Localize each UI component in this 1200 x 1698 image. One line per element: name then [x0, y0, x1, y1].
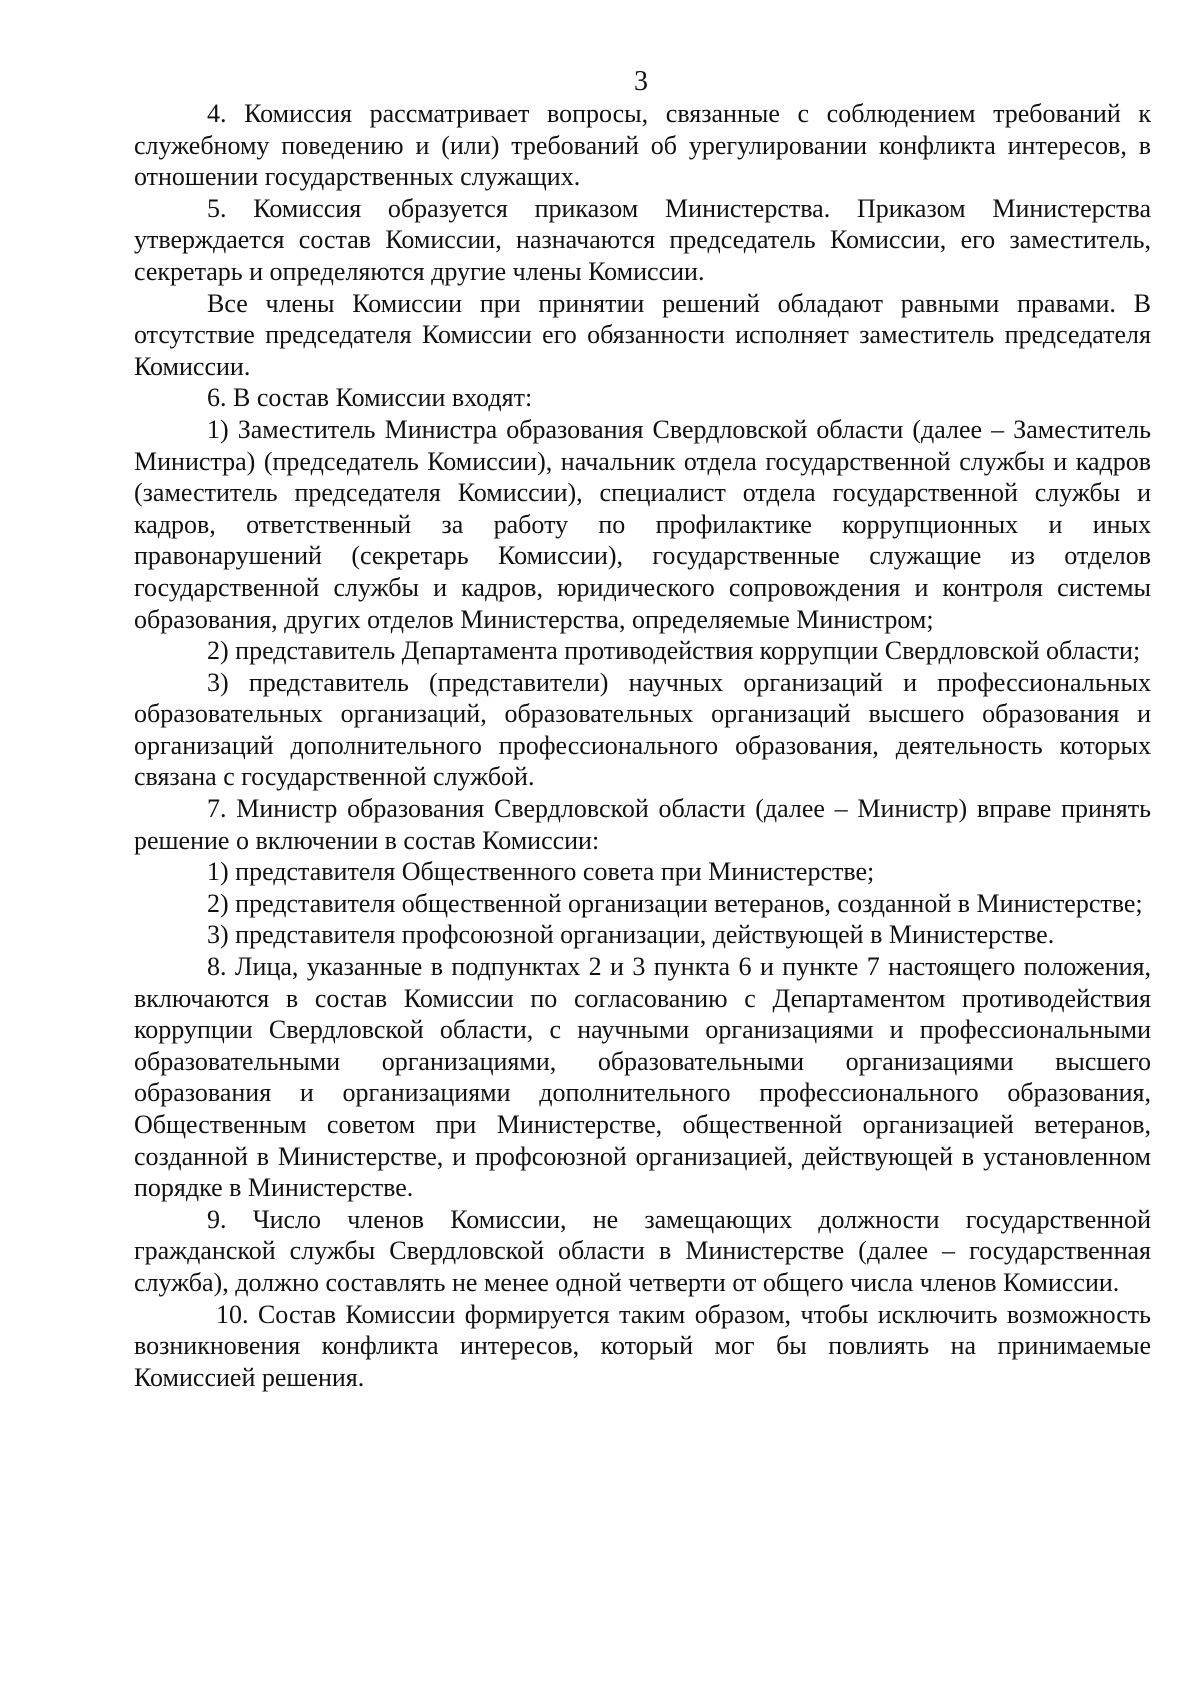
paragraph-5-continued: Все члены Комиссии при принятии решений обладают равными правами. В отсутствие председателя Комиссии его обязанности исполняет заместитель председателя Комиссии. — [134, 288, 1151, 381]
paragraph-4: 4. Комиссия рассматривает вопросы, связанные с соблюдением требований к служебному поведению и (или) требований об урегулировании конфликта интересов, в отношении государственных служащих. — [134, 99, 1151, 192]
paragraph-7: 7. Министр образования Свердловской области (далее – Министр) вправе принять решение о включении в состав Комиссии: — [134, 794, 1151, 855]
paragraph-5: 5. Комиссия образуется приказом Министерства. Приказом Министерства утверждается состав Комиссии, назначаются председатель Комиссии, его заместитель, секретарь и определяются другие члены Комиссии. — [134, 193, 1151, 286]
paragraph-7-item-2: 2) представителя общественной организации ветеранов, созданной в Министерстве; — [207, 888, 1143, 918]
paragraph-8: 8. Лица, указанные в подпунктах 2 и 3 пункта 6 и пункте 7 настоящего положения, включаются в состав Комиссии по согласованию с Департаментом противодействия коррупции Свердловской области, с научными организациями и профессиональными образовательными организациями, образовательными организациями высшего образования и организациями дополнительного профессионального образования, Общественным советом при Министерстве, общественной организацией ветеранов, созданной в Министерстве, и профсоюзной организацией, действующей в установленном порядке в Министерстве. — [134, 952, 1151, 1203]
paragraph-10: 10. Состав Комиссии формируется таким образом, чтобы исключить возможность возникновения конфликта интересов, который мог бы повлиять на принимаемые Комиссией решения. — [134, 1299, 1151, 1392]
paragraph-6-item-2: 2) представитель Департамента противодействия коррупции Свердловской области; — [207, 636, 1141, 666]
paragraph-6: 6. В состав Комиссии входят: — [207, 383, 533, 413]
paragraph-7-item-3: 3) представителя профсоюзной организации, действующей в Министерстве. — [207, 920, 1055, 950]
paragraph-6-item-3: 3) представитель (представители) научных организаций и профессиональных образовательных организаций, образовательных организаций высшего образования и организаций дополнительного профессионального образования, деятельность которых связана с государственной службой. — [134, 667, 1151, 792]
page-number: 3 — [634, 66, 648, 97]
paragraph-7-item-1: 1) представителя Общественного совета при Министерстве; — [207, 857, 875, 887]
paragraph-9: 9. Число членов Комиссии, не замещающих должности государственной гражданской службы Свердловской области в Министерстве (далее – государственная служба), должно составлять не менее одной четверти от общего числа членов Комиссии. — [134, 1204, 1151, 1297]
paragraph-6-item-1: 1) Заместитель Министра образования Свердловской области (далее – Заместитель Министра) (председатель Комиссии), начальник отдела государственной службы и кадров (заместитель председателя Комиссии), специалист отдела государственной службы и кадров, ответственный за работу по профилактике коррупционных и иных правонарушений (секретарь Комиссии), государственные служащие из отделов государственной службы и кадров, юридического сопровождения и контроля системы образования, других отделов Министерства, определяемые Министром; — [134, 414, 1151, 634]
document-body — [134, 98, 1151, 1393]
